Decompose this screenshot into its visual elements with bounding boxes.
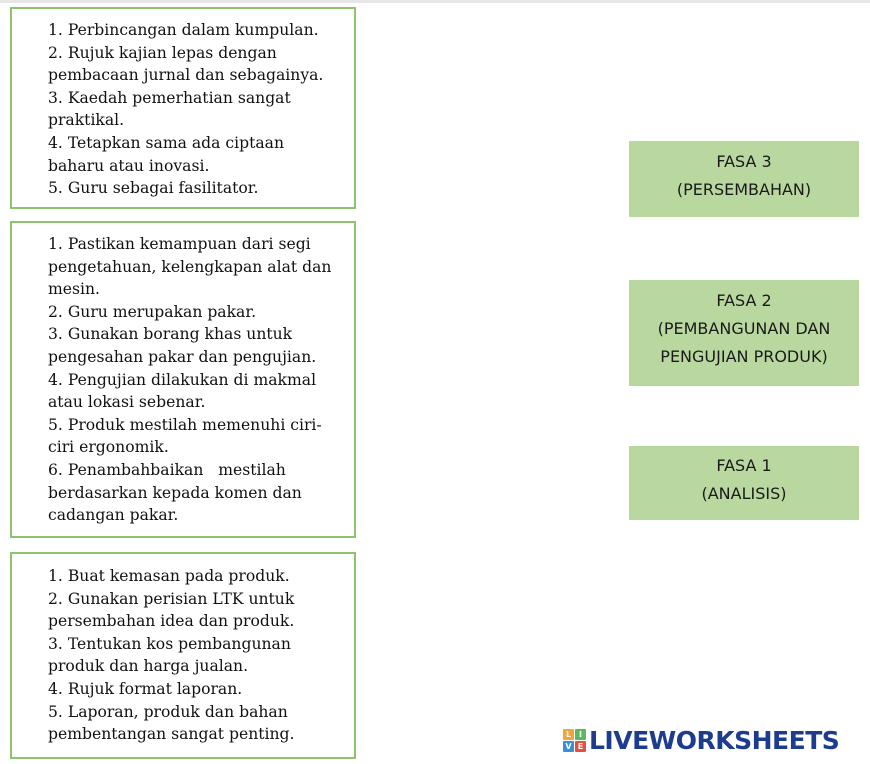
phase-3-subtitle: (PERSEMBAHAN)	[676, 180, 812, 199]
liveworksheets-brand	[563, 725, 839, 755]
answer-text-3: 1. Buat kemasan pada produk. 2. Gunakan perisian LTK untuk persembahan idea dan produk. 3. Tentukan kos pembangunan produk dan harga jualan. 4. Rujuk format laporan. 5. Laporan, produk dan bahan pembentangan sangat penting.	[48, 567, 295, 744]
liveworksheets-logo-icon	[563, 729, 586, 752]
phase-3-title: FASA 3	[716, 152, 772, 171]
phase-1-drop-target[interactable]	[629, 446, 859, 520]
phase-2-title: FASA 2	[716, 291, 772, 310]
logo-letter-v: V	[563, 741, 574, 752]
phase-2-drop-target[interactable]	[629, 280, 859, 386]
answer-text-2: 1. Pastikan kemampuan dari segi pengetahuan, kelengkapan alat dan mesin. 2. Guru merupakan pakar. 3. Gunakan borang khas untuk pengesahan pakar dan pengujian. 4. Pengujian dilakukan di makmal atau lokasi sebenar. 5. Produk mestilah memenuhi ciri-ciri ergonomik. 6. Penambahbaikan mestilah berdasarkan kepada komen dan cadangan pakar.	[48, 235, 332, 525]
logo-letter-i: I	[575, 729, 586, 740]
phase-1-subtitle: (ANALISIS)	[701, 484, 787, 503]
draggable-answer-box-2[interactable]	[10, 221, 356, 538]
logo-letter-l: L	[563, 729, 574, 740]
phase-2-subtitle-line-1: (PEMBANGUNAN DAN	[657, 319, 831, 338]
draggable-answer-box-1[interactable]	[10, 7, 356, 209]
brand-name: LIVEWORKSHEETS	[589, 725, 840, 755]
draggable-answer-box-3[interactable]	[10, 552, 356, 759]
logo-letter-e: E	[575, 741, 586, 752]
phase-3-drop-target[interactable]	[629, 141, 859, 217]
top-divider	[0, 0, 870, 3]
answer-text-1: 1. Perbincangan dalam kumpulan. 2. Rujuk kajian lepas dengan pembacaan jurnal dan sebagainya. 3. Kaedah pemerhatian sangat praktikal. 4. Tetapkan sama ada ciptaan baharu atau inovasi. 5. Guru sebagai fasilitator.	[48, 21, 324, 198]
phase-1-title: FASA 1	[716, 456, 772, 475]
phase-2-subtitle-line-2: PENGUJIAN PRODUK)	[660, 347, 828, 366]
